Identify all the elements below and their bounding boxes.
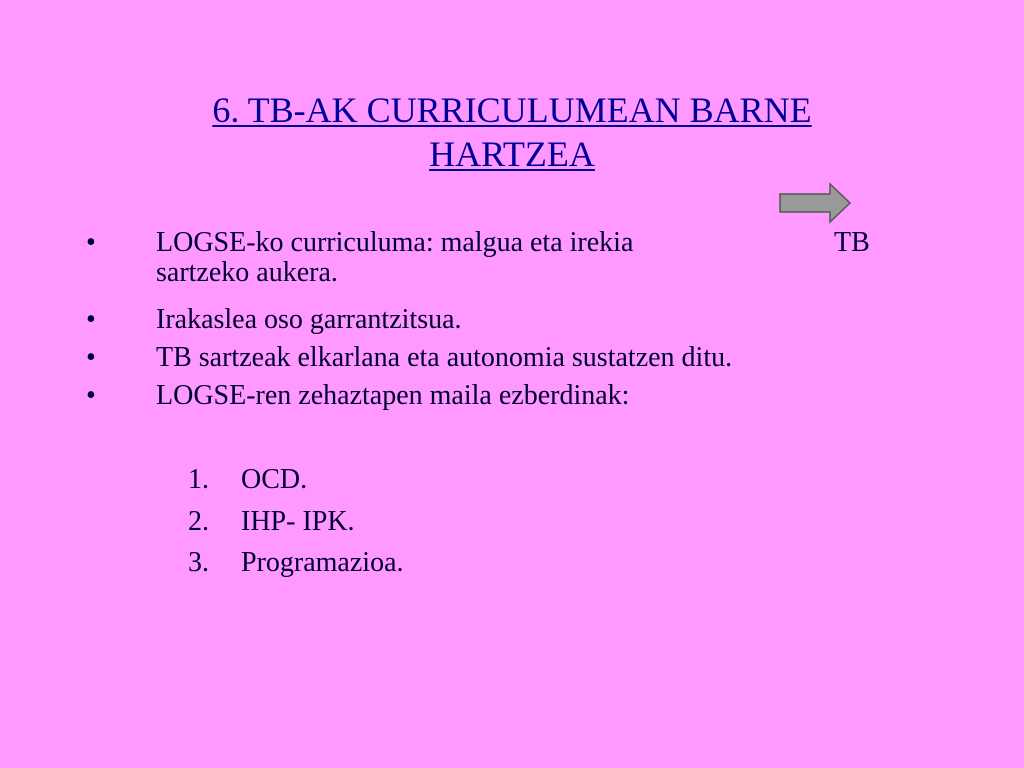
bullet-text-line-2: sartzeko aukera. [156, 257, 338, 288]
bullet-text: LOGSE-ren zehaztapen maila ezberdinak: [156, 380, 630, 411]
bullet-text-line-1: LOGSE-ko curriculuma: malgua eta irekia [156, 227, 634, 258]
numbered-text: OCD. [241, 464, 308, 495]
slide-title-line-2: HARTZEA [429, 134, 595, 174]
right-arrow-icon [778, 182, 852, 224]
bullet-dot: • [86, 304, 96, 335]
bullet-text: Irakaslea oso garrantzitsua. [156, 304, 462, 335]
numbered-label: 3. [188, 547, 209, 578]
bullet-dot: • [86, 380, 96, 411]
numbered-label: 1. [188, 464, 209, 495]
bullet-dot: • [86, 342, 96, 373]
bullet-text: TB sartzeak elkarlana eta autonomia sustatzen ditu. [156, 342, 733, 373]
bullet-tag-tb: TB [834, 227, 870, 258]
numbered-label: 2. [188, 506, 209, 537]
numbered-text: Programazioa. [241, 547, 404, 578]
numbered-text: IHP- IPK. [241, 506, 355, 537]
bullet-dot: • [86, 227, 96, 258]
slide-title [100, 88, 924, 176]
slide-title-line-1: 6. TB-AK CURRICULUMEAN BARNE [212, 90, 812, 130]
